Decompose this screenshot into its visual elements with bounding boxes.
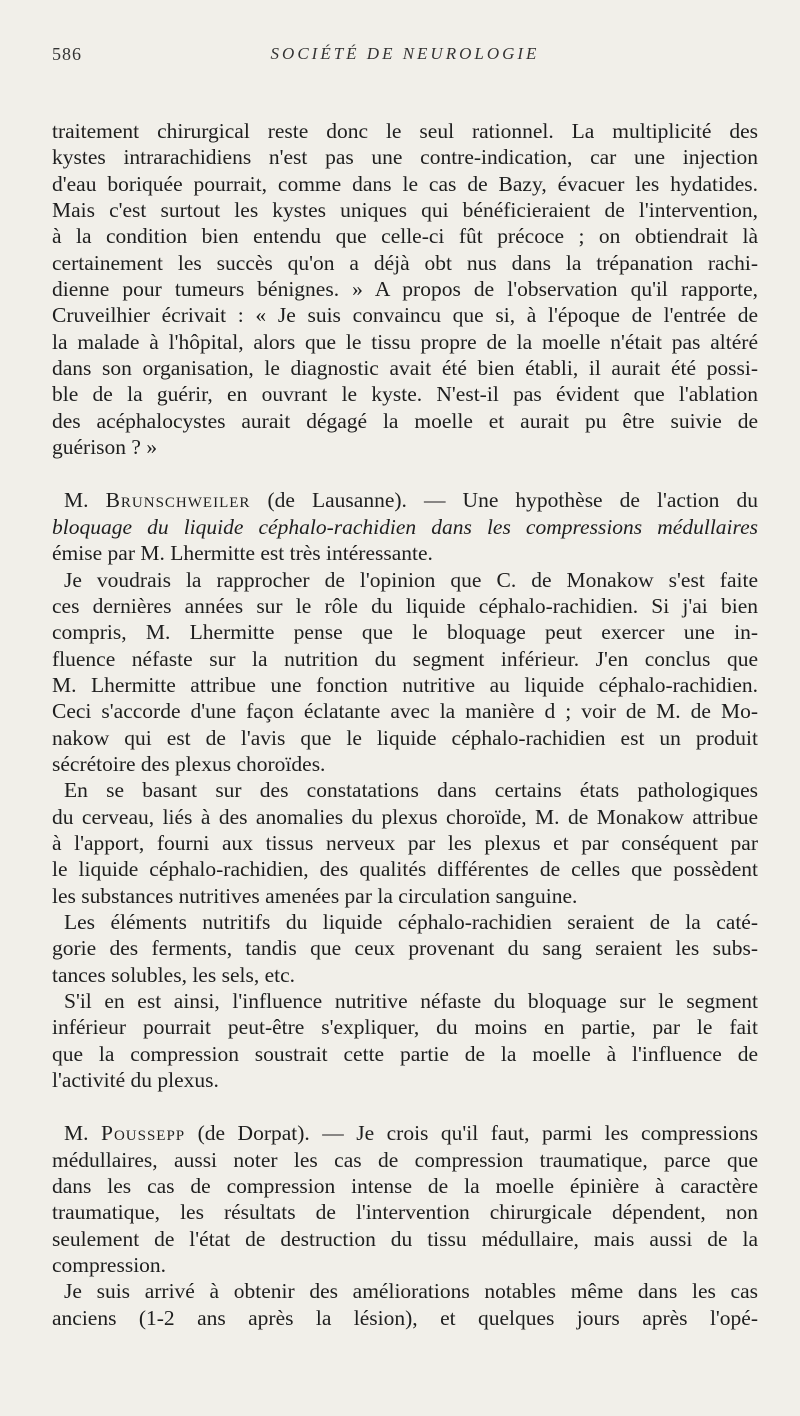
page-number: 586 [52, 44, 82, 64]
body-text [52, 118, 758, 1331]
intervention-poussepp [52, 1120, 758, 1331]
text-line: M. Lhermitte attribue une fonction nutritive au liquide céphalo-rachidien. [52, 672, 758, 697]
text-line: les substances nutritives amenées par la circulation sanguine. [52, 883, 578, 908]
text-line: seulement de l'état de destruction du tissu médullaire, mais aussi de la [52, 1226, 758, 1251]
italic-title-line: bloquage du liquide céphalo-rachidien dans les compressions médullaires [52, 514, 758, 539]
text-line: En se basant sur des constatations dans certains états pathologiques [64, 778, 758, 803]
text-line: émise par M. Lhermitte est très intéressante. [52, 541, 433, 566]
intervention-brunschweiler [52, 487, 758, 1093]
text-line: d'eau boriquée pourrait, comme dans le cas de Bazy, évacuer les hydatides. [52, 171, 758, 196]
text-line: Je voudrais la rapprocher de l'opinion que C. de Monakow s'est faite [64, 567, 758, 592]
text-line: nakow qui est de l'avis que le liquide céphalo-rachidien est un produit [52, 725, 758, 750]
speaker-affiliation: (de Dorpat). — Je crois qu'il faut, parmi les compressions [185, 1121, 758, 1146]
text-line: le liquide céphalo-rachidien, des qualités différentes de celles que possèdent [52, 857, 758, 882]
text-line: traitement chirurgical reste donc le seul rationnel. La multiplicité des [52, 119, 758, 143]
text-line: Ceci s'accorde d'une façon éclatante avec la manière d ; voir de M. de Mo- [52, 699, 758, 724]
page-header [52, 44, 758, 74]
text-line: guérison ? » [52, 435, 158, 460]
text-line: médullaires, aussi noter les cas de compression traumatique, parce que [52, 1147, 758, 1172]
text-line: kystes intrarachidiens n'est pas une contre-indication, car une injection [52, 145, 758, 170]
running-title: SOCIÉTÉ DE NEUROLOGIE [270, 44, 540, 63]
text-line: Cruveilhier écrivait : « Je suis convaincu que si, à l'époque de l'entrée de [52, 303, 758, 328]
speaker-name: Poussepp [100, 1121, 186, 1146]
text-line: gorie des ferments, tandis que ceux provenant du sang seraient les subs- [52, 936, 758, 961]
text-line: Je suis arrivé à obtenir des améliorations notables même dans les cas [64, 1279, 758, 1304]
text-line: dienne pour tumeurs bénignes. » A propos de l'observation qu'il rapporte, [52, 277, 758, 302]
text-line: ble de la guérir, en ouvrant le kyste. N'est-il pas évident que l'ablation [52, 382, 758, 407]
text-line: à l'apport, fourni aux tissus nerveux par les plexus et par conséquent par [52, 830, 758, 855]
text-line: compris, M. Lhermitte pense que le bloquage peut exercer une in- [52, 620, 758, 645]
text-line: dans son organisation, le diagnostic avait été bien établi, il aurait été possi- [52, 356, 758, 381]
paragraph-cruveilhier [52, 118, 758, 460]
text-line: des acéphalocystes aurait dégagé la moelle et aurait pu être suivie de [52, 408, 758, 433]
text-line: que la compression soustrait cette partie de la moelle à l'influence de [52, 1041, 758, 1066]
speaker-prefix: M. [64, 488, 106, 513]
text-line: anciens (1-2 ans après la lésion), et quelques jours après l'opé- [52, 1305, 758, 1330]
text-line: la malade à l'hôpital, alors que le tissu propre de la moelle n'était pas altéré [52, 329, 758, 354]
speaker-line [52, 487, 758, 513]
text-line: dans les cas de compression intense de la moelle épinière à caractère [52, 1174, 758, 1199]
speaker-prefix: M. [64, 1121, 101, 1146]
text-line: sécrétoire des plexus choroïdes. [52, 751, 326, 776]
speaker-affiliation: (de Lausanne). — Une hypothèse de l'action du [250, 488, 758, 513]
text-line: Les éléments nutritifs du liquide céphalo-rachidien seraient de la caté- [64, 909, 758, 934]
text-line: du cerveau, liés à des anomalies du plexus choroïde, M. de Monakow attribue [52, 804, 758, 829]
text-line: à la condition bien entendu que celle-ci fût précoce ; on obtiendrait là [52, 224, 758, 249]
text-line: fluence néfaste sur la nutrition du segment inférieur. J'en conclus que [52, 646, 758, 671]
speaker-line [52, 1120, 758, 1146]
text-line: Mais c'est surtout les kystes uniques qui bénéficieraient de l'intervention, [52, 198, 758, 223]
speaker-name: Brunschweiler [105, 488, 251, 513]
text-line: certainement les succès qu'on a déjà obt nus dans la trépanation rachi- [52, 250, 758, 275]
text-line: traumatique, les résultats de l'intervention chirurgicale dépendent, non [52, 1200, 758, 1225]
text-line: inférieur pourrait peut-être s'expliquer, du moins en partie, par le fait [52, 1015, 758, 1040]
text-line: compression. [52, 1253, 167, 1278]
text-line: ces dernières années sur le rôle du liquide céphalo-rachidien. Si j'ai bien [52, 593, 758, 618]
text-line: tances solubles, les sels, etc. [52, 962, 296, 987]
text-line: l'activité du plexus. [52, 1068, 219, 1093]
text-line: S'il en est ainsi, l'influence nutritive néfaste du bloquage sur le segment [64, 989, 758, 1013]
